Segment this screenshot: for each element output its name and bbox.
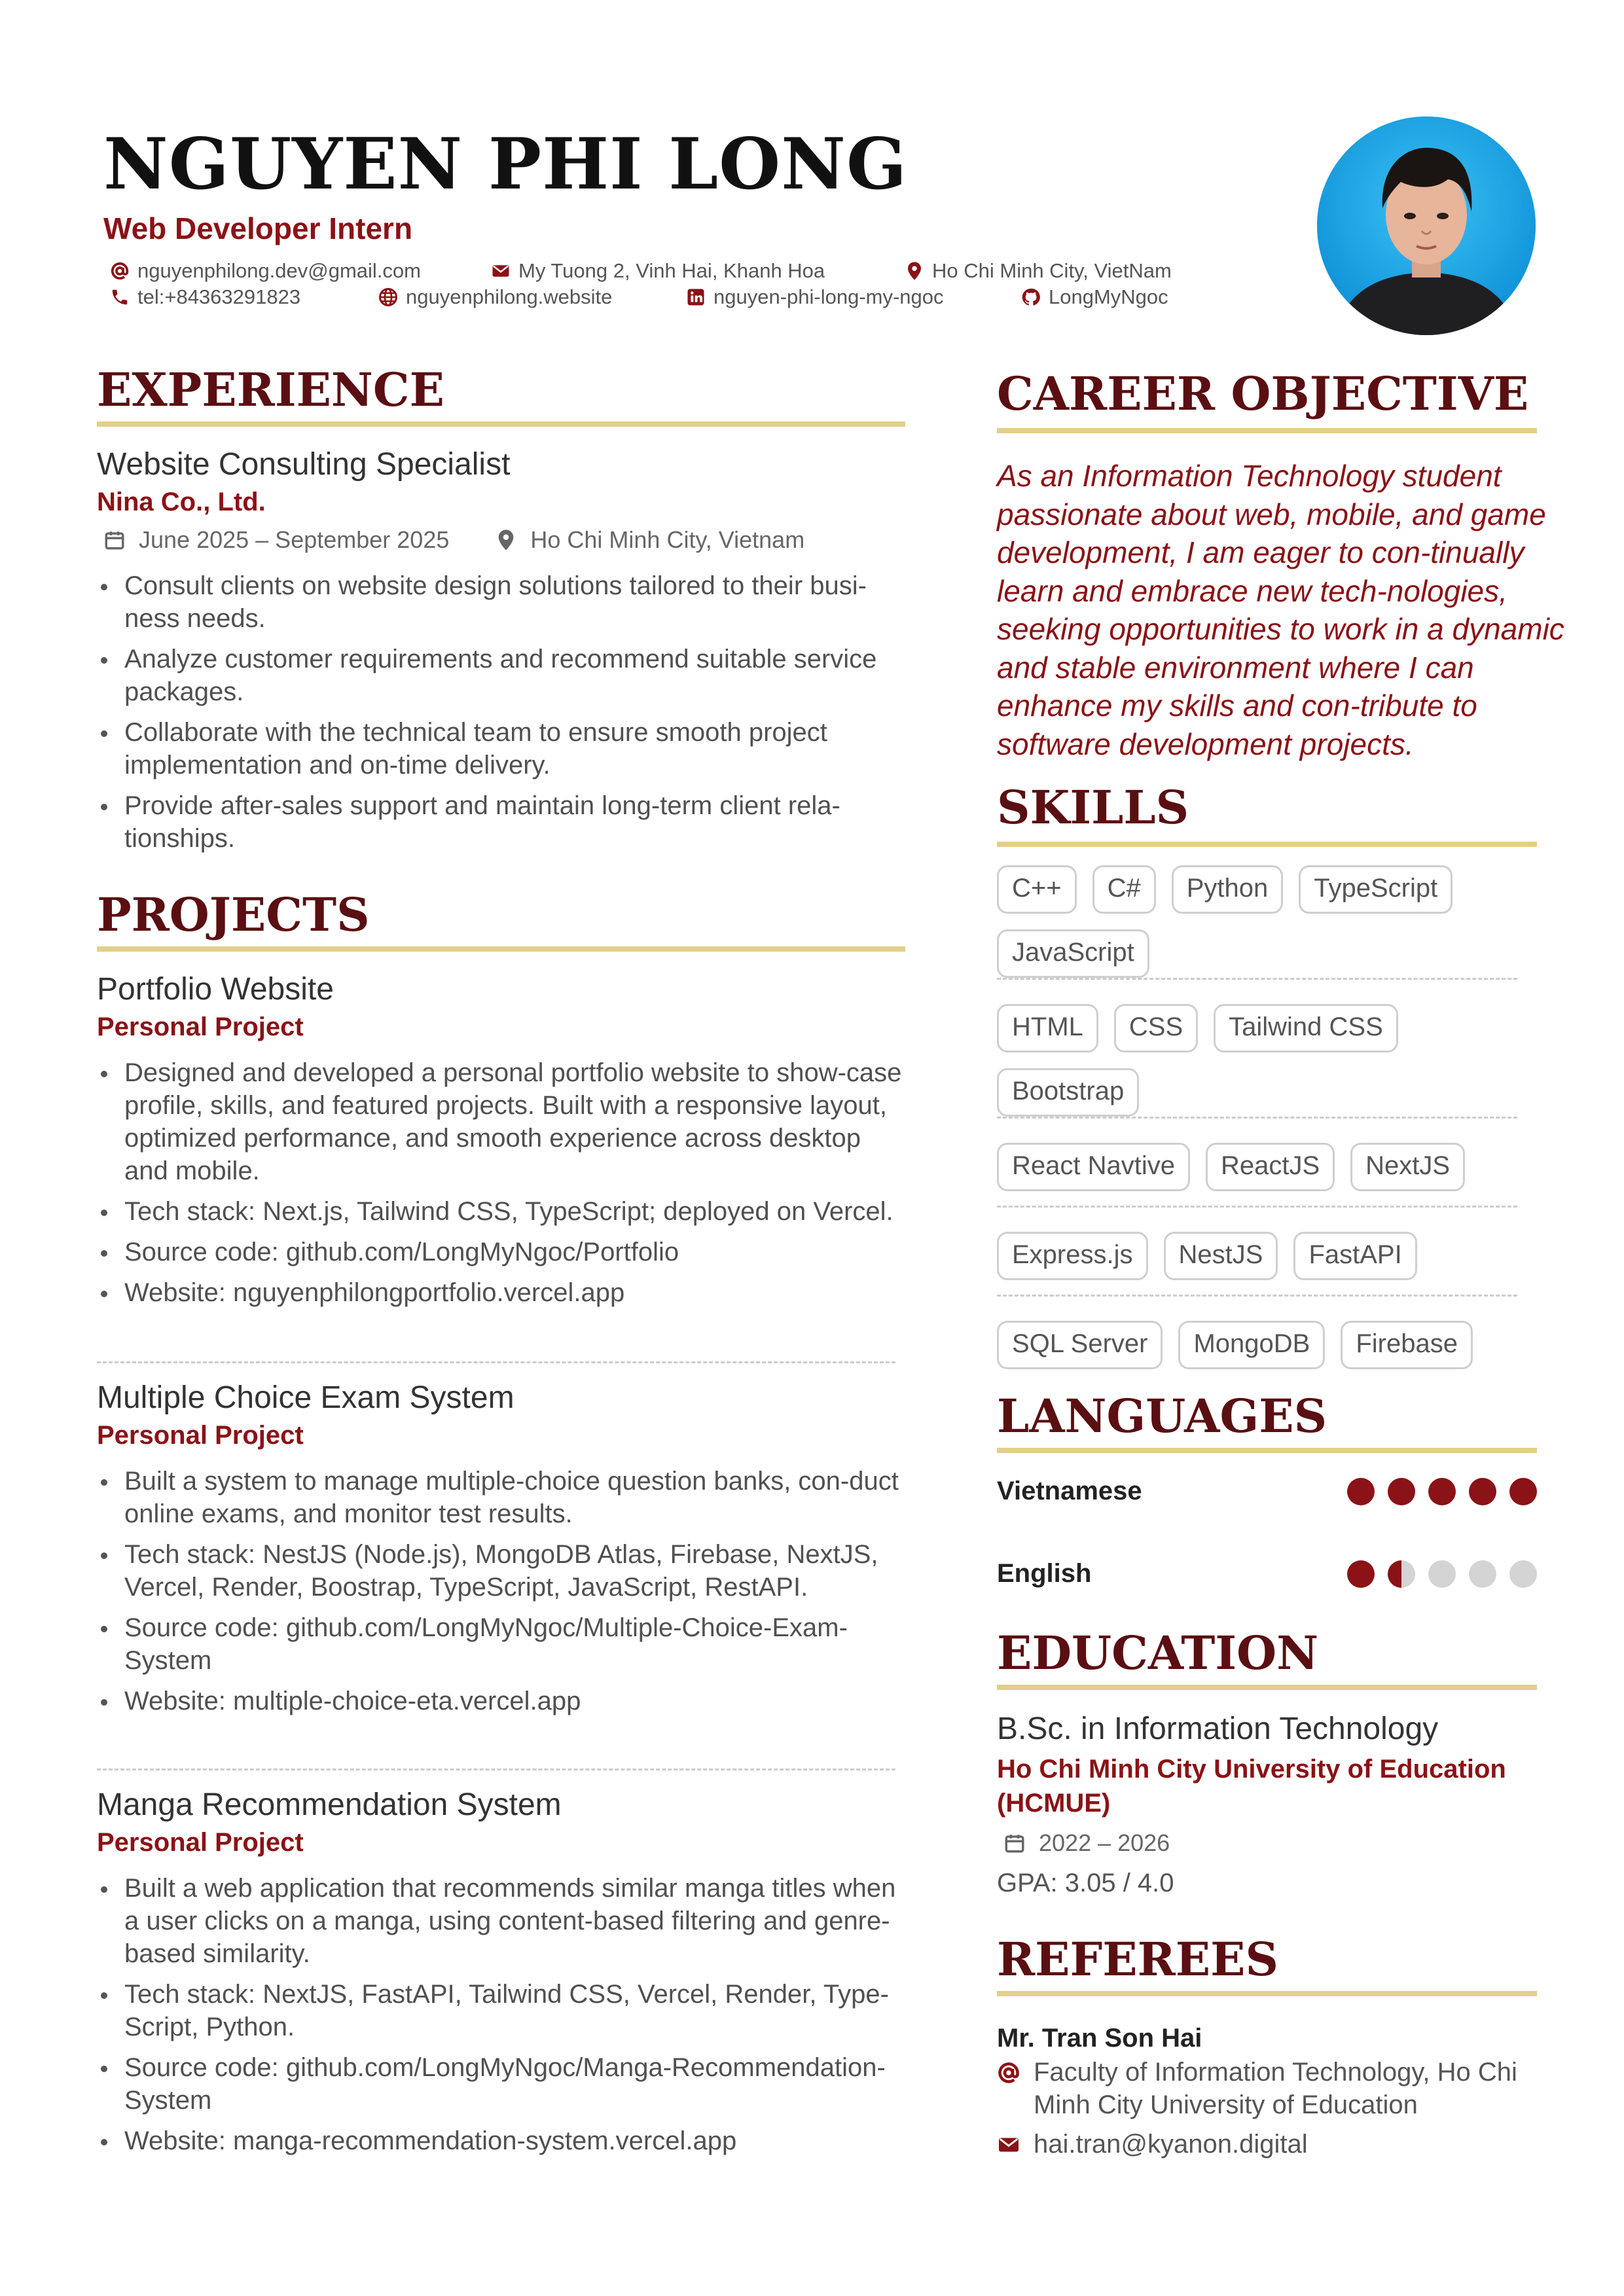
job-role: Web Developer Intern [103, 211, 413, 245]
list-item[interactable]: Source code: github.com/LongMyNgoc/Multiple-Choice-Exam-System [97, 1611, 905, 1677]
contact-linkedin-text: nguyen-phi-long-my-ngoc [713, 285, 944, 308]
language-rating [1347, 1478, 1537, 1505]
contact-email-text: nguyenphilong.dev@gmail.com [137, 259, 422, 282]
list-item: Designed and developed a personal portfolio website to show-case profile, skills, and featured projects. Built with a responsive layout, optimized performance, and smooth experience across desktop and mobile. [97, 1056, 905, 1187]
list-item: Tech stack: NextJS, FastAPI, Tailwind CSS, Vercel, Render, Type-Script, Python. [97, 1978, 905, 2043]
project-name: Manga Recommendation System [97, 1787, 562, 1822]
at-icon [997, 2061, 1020, 2085]
list-item: Built a web application that recommends similar manga titles when a user clicks on a manga, using content-based filtering and genre-based similarity. [97, 1872, 905, 1970]
skill-chip: C++ [997, 865, 1077, 914]
github-icon [1021, 287, 1041, 307]
section-rule [997, 1991, 1537, 1996]
linkedin-icon [686, 287, 706, 307]
rating-dot [1388, 1478, 1415, 1505]
section-rule [97, 422, 905, 427]
project-type: Personal Project [97, 1013, 304, 1041]
list-item[interactable]: Website: nguyenphilongportfolio.vercel.app [97, 1276, 905, 1309]
contact-email[interactable] [110, 259, 421, 283]
skill-chip: SQL Server [997, 1321, 1163, 1369]
contact-website-text: nguyenphilong.website [406, 285, 613, 308]
rating-dot [1509, 1560, 1537, 1588]
skill-chip: React Navtive [997, 1143, 1190, 1191]
list-item[interactable]: Website: multiple-choice-eta.vercel.app [97, 1685, 905, 1717]
rating-dot [1347, 1560, 1375, 1588]
profile-photo [1317, 117, 1536, 335]
section-rule [997, 428, 1537, 433]
rating-dot [1509, 1478, 1537, 1505]
calendar-icon [1003, 1832, 1026, 1854]
skill-chip: JavaScript [997, 929, 1149, 978]
list-item[interactable]: Source code: github.com/LongMyNgoc/Portfolio [97, 1236, 905, 1268]
project-type: Personal Project [97, 1828, 304, 1857]
skill-chip: C# [1092, 865, 1156, 914]
degree: B.Sc. in Information Technology [997, 1712, 1439, 1746]
section-rule [997, 1685, 1537, 1690]
job-title: Website Consulting Specialist [97, 447, 511, 482]
section-title-projects: PROJECTS [97, 888, 370, 942]
contact-location [905, 259, 1172, 283]
list-item[interactable]: Source code: github.com/LongMyNgoc/Manga-Recommendation-System [97, 2051, 905, 2117]
list-item: Tech stack: Next.js, Tailwind CSS, TypeScript; deployed on Vercel. [97, 1195, 905, 1228]
section-rule [997, 1448, 1537, 1453]
skill-chip: TypeScript [1299, 865, 1453, 914]
section-title-experience: EXPERIENCE [97, 363, 444, 417]
divider [97, 1361, 895, 1363]
list-item[interactable]: Website: manga-recommendation-system.vercel.app [97, 2125, 905, 2157]
referee-affiliation [997, 2056, 1537, 2121]
referee-affiliation-text: Faculty of Information Technology, Ho Chi Minh City University of Education [1034, 2058, 1517, 2119]
project-bullets [97, 1056, 905, 1309]
skill-chip: Tailwind CSS [1214, 1004, 1398, 1052]
contact-address-text: My Tuong 2, Vinh Hai, Khanh Hoa [518, 259, 825, 282]
career-objective-text: As an Information Technology student passionate about web, mobile, and game development, I am eager to con-tinually learn and embrace new tech-nologies, seeking opportunities to work in a dynamic and stable environment where I can enhance my skills and con-tribute to software development projects. [997, 459, 1564, 761]
section-title-skills: SKILLS [997, 780, 1189, 834]
portrait-illustration [1317, 117, 1536, 335]
gpa: GPA: 3.05 / 4.0 [997, 1869, 1174, 1897]
divider [997, 1206, 1517, 1208]
project-name: Portfolio Website [97, 972, 334, 1007]
section-rule [997, 842, 1537, 847]
language-row [997, 1477, 1537, 1506]
skill-chip: FastAPI [1293, 1232, 1416, 1280]
language-name: Vietnamese [997, 1477, 1142, 1505]
skill-chip: MongoDB [1178, 1321, 1325, 1369]
rating-dot [1428, 1560, 1456, 1588]
globe-icon [378, 287, 398, 307]
referee-email[interactable] [997, 2128, 1537, 2161]
contact-phone[interactable] [110, 285, 300, 309]
job-dates: June 2025 – September 2025 [139, 526, 450, 553]
calendar-icon [103, 529, 126, 551]
skill-group [997, 1321, 1521, 1369]
contact-address [491, 259, 825, 283]
rating-dot [1347, 1478, 1375, 1505]
map-pin-icon [495, 529, 517, 551]
project-entry [97, 1380, 905, 1725]
school-name: Ho Chi Minh City University of Education (HCMUE) [997, 1755, 1506, 1818]
at-icon [110, 261, 130, 281]
rating-dot [1428, 1478, 1456, 1505]
skill-chip: Bootstrap [997, 1068, 1139, 1117]
divider [997, 1295, 1517, 1297]
project-entry [97, 1787, 905, 2165]
rating-dot [1469, 1478, 1496, 1505]
job-location: Ho Chi Minh City, Vietnam [530, 526, 805, 553]
skill-chip: CSS [1114, 1004, 1198, 1052]
section-title-career-objective: CAREER OBJECTIVE [997, 367, 1529, 421]
envelope-icon [491, 261, 511, 281]
list-item: Analyze customer requirements and recommend suitable service packages. [97, 643, 905, 708]
list-item: Built a system to manage multiple-choice question banks, con-duct online exams, and monitor test results. [97, 1465, 905, 1530]
contact-github[interactable] [1021, 285, 1168, 309]
contact-github-text: LongMyNgoc [1049, 285, 1168, 308]
education-meta [997, 1829, 1537, 1857]
referee-name: Mr. Tran Son Hai [997, 2024, 1202, 2053]
skill-chip: NestJS [1164, 1232, 1278, 1280]
referee-email-text: hai.tran@kyanon.digital [1034, 2130, 1308, 2159]
contact-website[interactable] [378, 285, 612, 309]
candidate-name: NGUYEN PHI LONG [103, 123, 908, 206]
section-title-languages: LANGUAGES [997, 1389, 1327, 1443]
rating-dot [1469, 1560, 1496, 1588]
language-name: English [997, 1559, 1092, 1588]
phone-icon [110, 287, 130, 307]
project-type: Personal Project [97, 1421, 304, 1450]
divider [97, 1768, 895, 1770]
section-rule [97, 946, 905, 952]
list-item: Tech stack: NestJS (Node.js), MongoDB Atlas, Firebase, NextJS, Vercel, Render, Boostrap, TypeScript, JavaScript, RestAPI. [97, 1538, 905, 1604]
skill-chip: Express.js [997, 1232, 1148, 1280]
skill-group [997, 865, 1521, 978]
contact-phone-text: tel:+84363291823 [137, 285, 301, 308]
skill-chip: ReactJS [1206, 1143, 1335, 1191]
list-item: Collaborate with the technical team to ensure smooth project implementation and on-time delivery. [97, 716, 905, 781]
divider [997, 978, 1517, 980]
language-rating [1347, 1560, 1537, 1588]
contact-linkedin[interactable] [686, 285, 944, 309]
list-item: Provide after-sales support and maintain long-term client rela-tionships. [97, 789, 905, 855]
job-bullets [97, 569, 905, 855]
section-title-referees: REFEREES [997, 1932, 1279, 1986]
project-bullets [97, 1465, 905, 1717]
list-item: Consult clients on website design solutions tailored to their busi-ness needs. [97, 569, 905, 635]
skill-chip: NextJS [1350, 1143, 1465, 1191]
project-bullets [97, 1872, 905, 2157]
skill-chip: Firebase [1341, 1321, 1473, 1369]
project-name: Multiple Choice Exam System [97, 1380, 514, 1415]
education-entry [997, 1711, 1537, 1898]
skill-chip: HTML [997, 1004, 1098, 1052]
job-meta [97, 526, 905, 554]
skill-group [997, 1143, 1521, 1191]
education-dates: 2022 – 2026 [1039, 1829, 1170, 1856]
referee-entry [997, 2024, 1537, 2161]
company-name: Nina Co., Ltd. [97, 488, 266, 516]
map-pin-icon [905, 261, 924, 281]
skill-chip: Python [1172, 865, 1284, 914]
rating-dot [1388, 1560, 1415, 1588]
section-title-education: EDUCATION [997, 1626, 1319, 1680]
experience-entry [97, 446, 905, 863]
skill-group [997, 1232, 1521, 1280]
project-entry [97, 971, 905, 1317]
language-row [997, 1559, 1537, 1588]
skill-group [997, 1004, 1521, 1117]
contact-location-text: Ho Chi Minh City, VietNam [932, 259, 1172, 282]
divider [997, 1117, 1517, 1119]
envelope-icon [997, 2133, 1020, 2157]
